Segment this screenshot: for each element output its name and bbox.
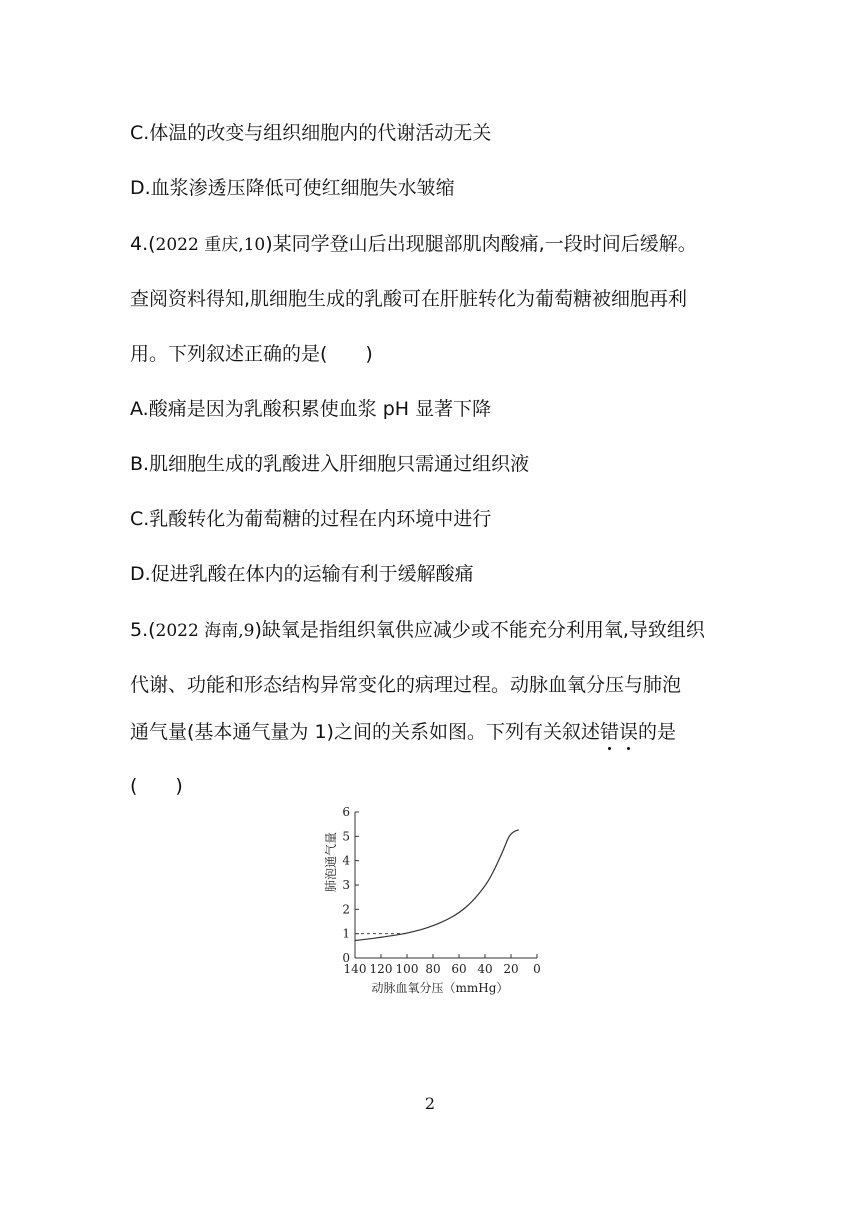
question-4-text-1: )某同学登山后出现腿部肌肉酸痛,一段时间后缓解。 — [265, 233, 697, 255]
emphasis-char-2: 误 — [618, 721, 638, 743]
emphasis-char-1: 错 — [599, 721, 619, 743]
option-d-q3: D.血浆渗透压降低可使红细胞失水皱缩 — [130, 177, 455, 199]
question-5-answer-bracket: ( ) — [130, 775, 183, 797]
question-4-prefix: 4.( — [130, 233, 156, 255]
page-number: 2 — [424, 1094, 436, 1113]
question-5-source: 2022 海南,9 — [155, 621, 255, 641]
y-tick-label: 4 — [342, 853, 350, 868]
x-tick-label: 20 — [503, 962, 519, 976]
x-tick-label: 120 — [369, 962, 393, 976]
y-tick-label: 2 — [342, 902, 350, 917]
option-c-q4: C.乳酸转化为葡萄糖的过程在内环境中进行 — [130, 508, 492, 530]
question-4-line-3: 用。下列叙述正确的是( ) — [130, 343, 373, 365]
question-4-line-2: 查阅资料得知,肌细胞生成的乳酸可在肝脏转化为葡萄糖被细胞再利 — [130, 288, 688, 310]
y-tick-label: 0 — [342, 951, 350, 965]
x-tick-label: 0 — [533, 962, 541, 976]
y-tick-label: 6 — [342, 805, 350, 819]
question-5-text-4: 的是 — [638, 721, 677, 743]
option-c-q3: C.体温的改变与组织细胞内的代谢活动无关 — [130, 122, 492, 144]
x-tick-label: 100 — [395, 962, 419, 976]
ventilation-curve — [355, 830, 519, 941]
question-4-line-1 — [130, 232, 697, 257]
option-b-q4: B.肌细胞生成的乳酸进入肝细胞只需通过组织液 — [130, 453, 530, 475]
question-5-line-3 — [130, 720, 676, 744]
question-5-prefix: 5.( — [130, 619, 156, 641]
question-5-text-3: 通气量(基本通气量为 1)之间的关系如图。下列有关叙述 — [130, 721, 600, 743]
x-tick-label: 60 — [451, 962, 467, 976]
question-5-line-1 — [130, 618, 705, 643]
y-tick-label: 1 — [342, 926, 350, 941]
y-axis-label: 肺泡通气量 — [324, 831, 338, 893]
question-4-source: 2022 重庆,10 — [155, 235, 266, 255]
y-tick-label: 5 — [342, 829, 350, 844]
oxygen-ventilation-chart — [315, 800, 555, 1000]
x-tick-label: 140 — [343, 962, 367, 976]
option-a-q4: A.酸痛是因为乳酸积累使血浆 pH 显著下降 — [130, 398, 492, 420]
question-5-text-1: )缺氧是指组织氧供应减少或不能充分利用氧,导致组织 — [254, 619, 705, 641]
x-tick-label: 40 — [477, 962, 493, 976]
x-tick-label: 80 — [425, 962, 441, 976]
question-5-line-2: 代谢、功能和形态结构异常变化的病理过程。动脉血氧分压与肺泡 — [130, 674, 682, 696]
option-d-q4: D.促进乳酸在体内的运输有利于缓解酸痛 — [130, 563, 474, 585]
y-tick-label: 3 — [342, 878, 350, 892]
x-axis-label: 动脉血氧分压（mmHg） — [371, 981, 509, 995]
